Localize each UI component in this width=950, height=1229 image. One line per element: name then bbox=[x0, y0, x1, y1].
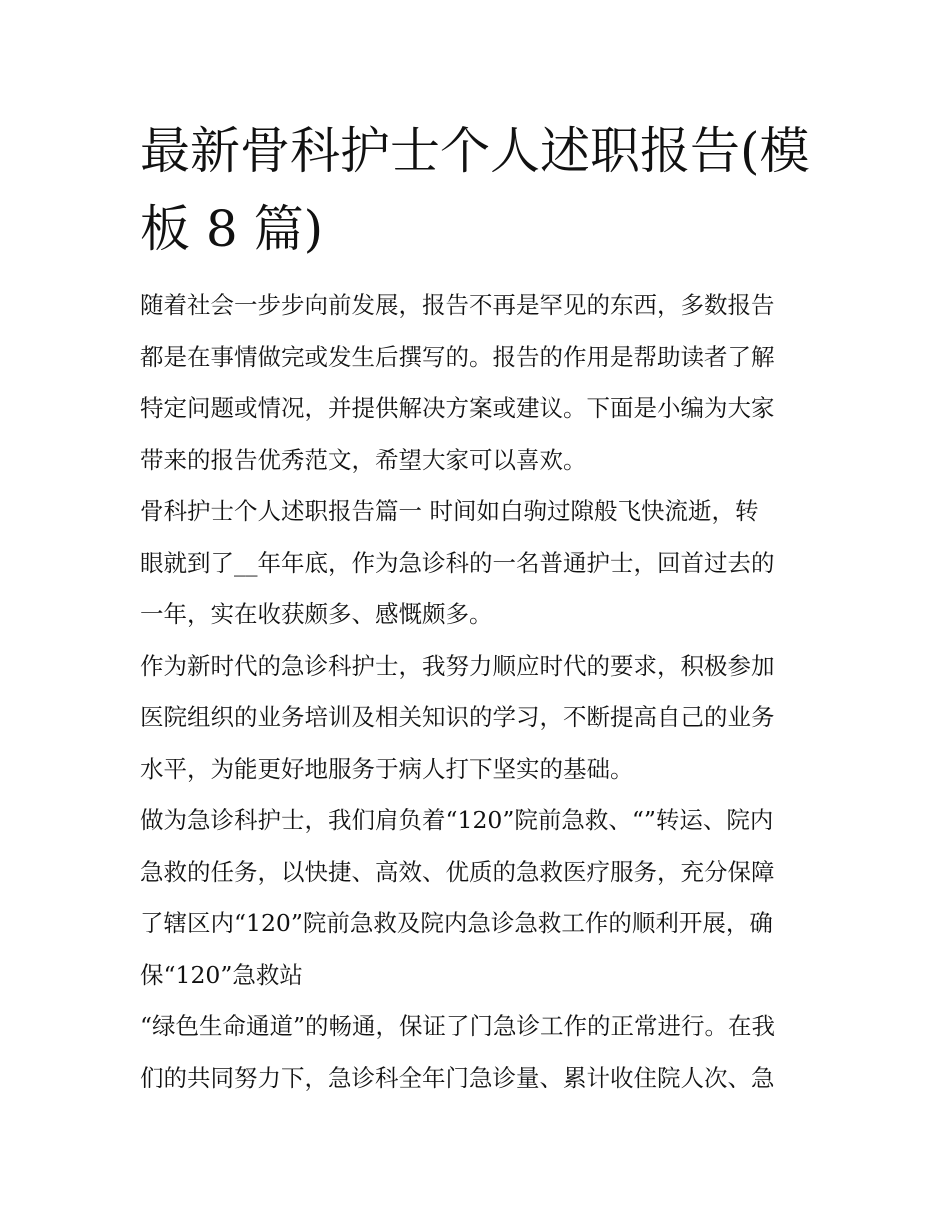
text-line: 随着社会一步步向前发展，报告不再是罕见的东西，多数报告 bbox=[140, 291, 775, 319]
text-line: 了辖区内“120”院前急救及院内急诊急救工作的顺利开展，确 bbox=[140, 909, 773, 937]
title-line: 板 8 篇) bbox=[140, 200, 324, 258]
text-line: “绿色生命通道”的畅通，保证了门急诊工作的正常进行。在我 bbox=[140, 1012, 776, 1040]
text-line: 急救的任务，以快捷、高效、优质的急救医疗服务，充分保障 bbox=[140, 857, 775, 886]
title-line: 最新骨科护士个人述职报告(模 bbox=[140, 122, 810, 180]
text-line: 作为新时代的急诊科护士，我努力顺应时代的要求，积极参加 bbox=[140, 651, 775, 680]
text-line: 特定问题或情况，并提供解决方案或建议。下面是小编为大家 bbox=[140, 394, 775, 422]
text-line: 们的共同努力下，急诊科全年门急诊量、累计收住院人次、急 bbox=[140, 1063, 775, 1092]
text-line: 做为急诊科护士，我们肩负着“120”院前急救、“”转运、院内 bbox=[140, 806, 774, 834]
text-line: 医院组织的业务培训及相关知识的学习，不断提高自己的业务 bbox=[140, 703, 775, 731]
document-title bbox=[140, 112, 820, 268]
text-line: 眼就到了__年年底，作为急诊科的一名普通护士，回首过去的 bbox=[140, 548, 775, 577]
text-line: 都是在事情做完或发生后撰写的。报告的作用是帮助读者了解 bbox=[140, 342, 775, 371]
text-line: 水平，为能更好地服务于病人打下坚实的基础。 bbox=[140, 754, 634, 783]
text-line: 一年，实在收获颇多、感慨颇多。 bbox=[140, 600, 493, 628]
text-line: 骨科护士个人述职报告篇一 时间如白驹过隙般飞快流逝，转 bbox=[140, 497, 759, 525]
text-line: 保“120”急救站 bbox=[140, 960, 303, 989]
document-body bbox=[140, 280, 820, 1104]
text-line: 带来的报告优秀范文，希望大家可以喜欢。 bbox=[140, 445, 587, 474]
